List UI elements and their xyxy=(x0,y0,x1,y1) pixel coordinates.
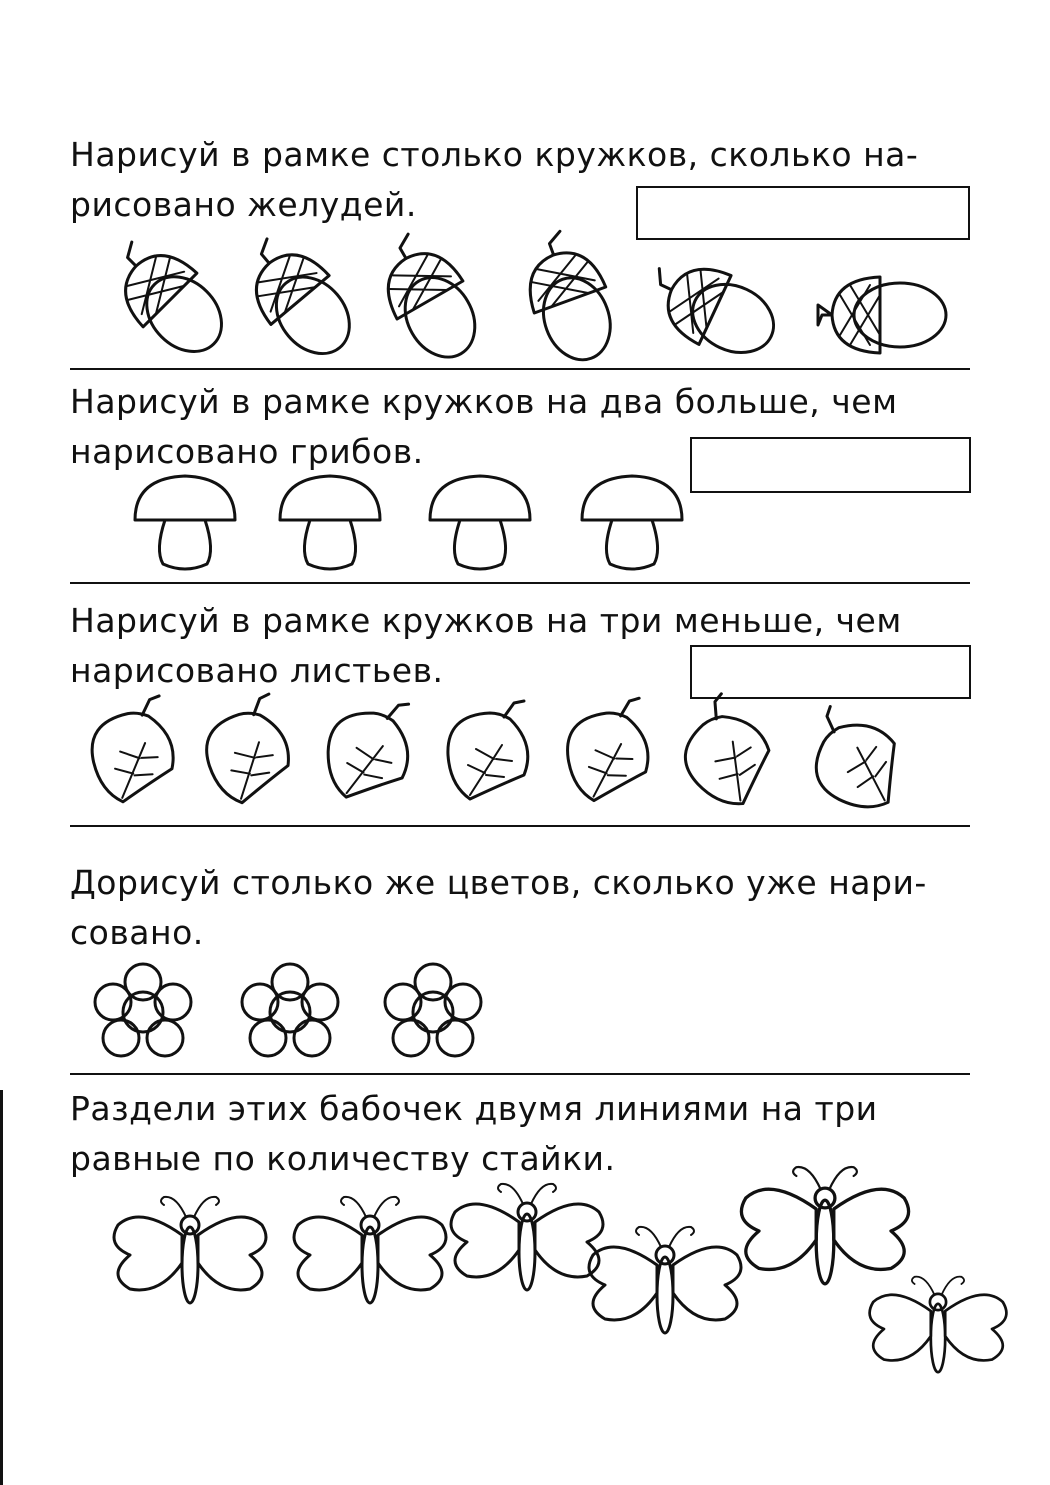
mushroom-icon xyxy=(582,476,682,569)
mushroom-icon xyxy=(430,476,530,569)
task-5-line-2: равные по количеству стайки. xyxy=(70,1139,616,1178)
leaf-icon xyxy=(792,703,917,821)
mushroom-icon xyxy=(280,476,380,569)
leaves-row xyxy=(0,695,1050,815)
leaf-icon xyxy=(84,695,180,805)
butterfly-icon xyxy=(741,1167,908,1284)
butterfly-icon xyxy=(870,1277,1007,1373)
flower-icon xyxy=(242,964,338,1056)
mushroom-icon xyxy=(135,476,235,569)
task-2-line-2: нарисовано грибов. xyxy=(70,432,424,471)
leaf-icon xyxy=(663,691,787,817)
acorn-icon xyxy=(511,223,627,371)
scan-margin-line xyxy=(0,1090,3,1485)
acorn-icon xyxy=(363,222,494,373)
task-4-line-2: совано. xyxy=(70,913,204,952)
butterfly-icon xyxy=(114,1197,266,1303)
task-2-line-1: Нарисуй в рамке кружков на два больше, чем xyxy=(70,382,898,421)
leaf-icon xyxy=(195,693,298,808)
butterfly-icon xyxy=(589,1227,741,1333)
acorns-row xyxy=(0,235,1050,365)
flowers-row xyxy=(0,960,1050,1070)
butterfly-icon xyxy=(451,1184,603,1290)
task-4-text xyxy=(70,858,927,958)
leaf-icon xyxy=(563,698,651,803)
task-3-answer-box[interactable] xyxy=(690,645,971,699)
mushrooms-row xyxy=(0,470,1050,580)
acorn-icon xyxy=(95,225,241,371)
leaf-icon xyxy=(448,701,528,799)
butterfly-icon xyxy=(294,1197,446,1303)
task-1-answer-box[interactable] xyxy=(636,186,970,240)
task-1-line-1: Нарисуй в рамке столько кружков, сколько на- xyxy=(70,135,919,174)
butterflies-row xyxy=(0,1160,1050,1400)
acorn-icon xyxy=(818,277,946,353)
divider-3 xyxy=(70,825,970,827)
acorn-icon xyxy=(637,247,787,371)
task-1-line-2: рисовано желудей. xyxy=(70,185,417,224)
task-5-line-1: Раздели этих бабочек двумя линиями на три xyxy=(70,1089,878,1128)
task-4-line-1: Дорисуй столько же цветов, сколько уже нари- xyxy=(70,863,927,902)
divider-4 xyxy=(70,1073,970,1075)
divider-1 xyxy=(70,368,970,370)
task-3-line-2: нарисовано листьев. xyxy=(70,651,444,690)
flower-icon xyxy=(95,964,191,1056)
flower-icon xyxy=(385,964,481,1056)
acorn-icon xyxy=(227,223,369,371)
leaf-icon xyxy=(324,698,412,803)
task-3-line-1: Нарисуй в рамке кружков на три меньше, чем xyxy=(70,601,902,640)
divider-2 xyxy=(70,582,970,584)
